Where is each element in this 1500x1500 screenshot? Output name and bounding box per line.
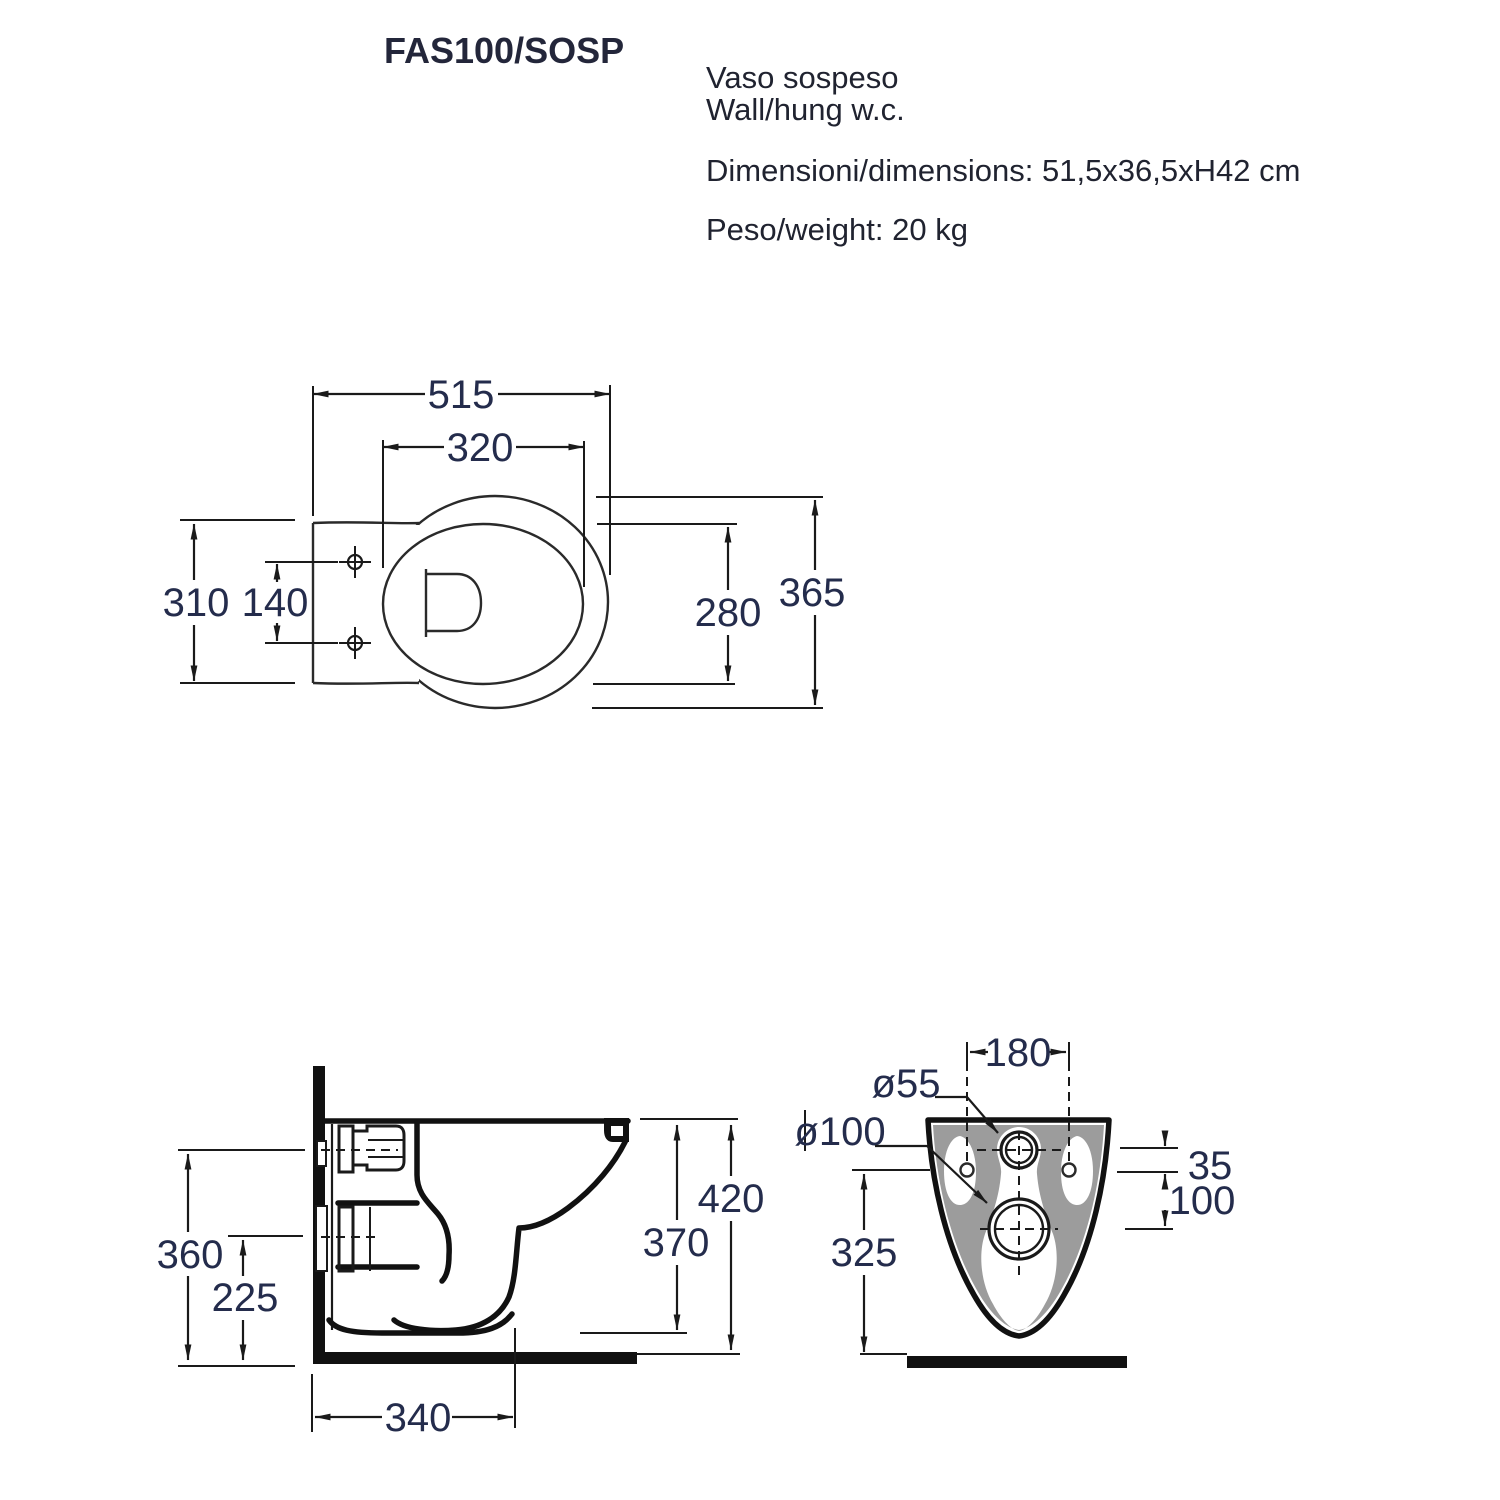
product-name-english: Wall/hung w.c.	[706, 92, 905, 127]
dim-outlet-height-side	[212, 1236, 303, 1360]
dim-360-label: 360	[156, 1233, 224, 1277]
dim-outlet-center-height	[831, 1170, 930, 1352]
plan-plate-top-edge	[313, 522, 419, 523]
wall-notch-outlet	[316, 1206, 327, 1271]
rear-fixing-hole-right	[1063, 1164, 1076, 1177]
dim-365-label: 365	[778, 571, 846, 615]
plan-plate-bottom-edge	[313, 683, 419, 684]
dim-180-label: 180	[984, 1031, 1052, 1075]
dim-325-label: 325	[830, 1231, 898, 1275]
dimensions-spec: Dimensioni/dimensions: 51,5x36,5xH42 cm	[706, 153, 1301, 188]
dim-seat-depth	[593, 524, 761, 684]
rear-view	[794, 1031, 1235, 1368]
dim-515-label: 515	[427, 373, 495, 417]
side-view	[157, 1066, 765, 1440]
dim-inlet-diameter-label: ø55	[871, 1062, 941, 1106]
dim-280-label: 280	[694, 591, 762, 635]
wall-notch-inlet	[317, 1141, 326, 1166]
dim-rim-inner-height	[580, 1119, 738, 1333]
plan-flush-outlet	[426, 569, 481, 637]
rear-floor-section	[907, 1356, 1127, 1368]
dim-bottom-depth	[312, 1328, 515, 1440]
outlet-diameter-callout	[794, 1110, 987, 1203]
dim-340-label: 340	[384, 1396, 452, 1440]
inlet-spud	[321, 1126, 404, 1172]
flush-channel-curve	[417, 1123, 449, 1281]
floor-section	[313, 1352, 637, 1364]
dim-100-label: 100	[1168, 1179, 1236, 1223]
weight-spec: Peso/weight: 20 kg	[706, 212, 968, 247]
dim-370-label: 370	[642, 1221, 710, 1265]
dim-35-label: 35	[1187, 1144, 1233, 1188]
dim-outlet-offset	[1125, 1179, 1235, 1229]
rear-fixing-hole-left	[961, 1164, 974, 1177]
top-view	[163, 373, 846, 708]
outlet-connector	[321, 1203, 417, 1271]
dim-outlet-diameter-label: ø100	[794, 1110, 886, 1154]
dim-420-label: 420	[697, 1177, 765, 1221]
dim-140-label: 140	[241, 581, 309, 625]
dim-225-label: 225	[211, 1276, 279, 1320]
dim-mount-height	[157, 1150, 305, 1366]
dim-310-label: 310	[162, 581, 230, 625]
bowl-front-and-trap-curve	[394, 1140, 626, 1331]
dim-320-label: 320	[446, 426, 514, 470]
model-code: FAS100/SOSP	[384, 30, 625, 71]
plan-plate-mask	[314, 525, 419, 681]
product-name-italian: Vaso sospeso	[706, 60, 899, 95]
